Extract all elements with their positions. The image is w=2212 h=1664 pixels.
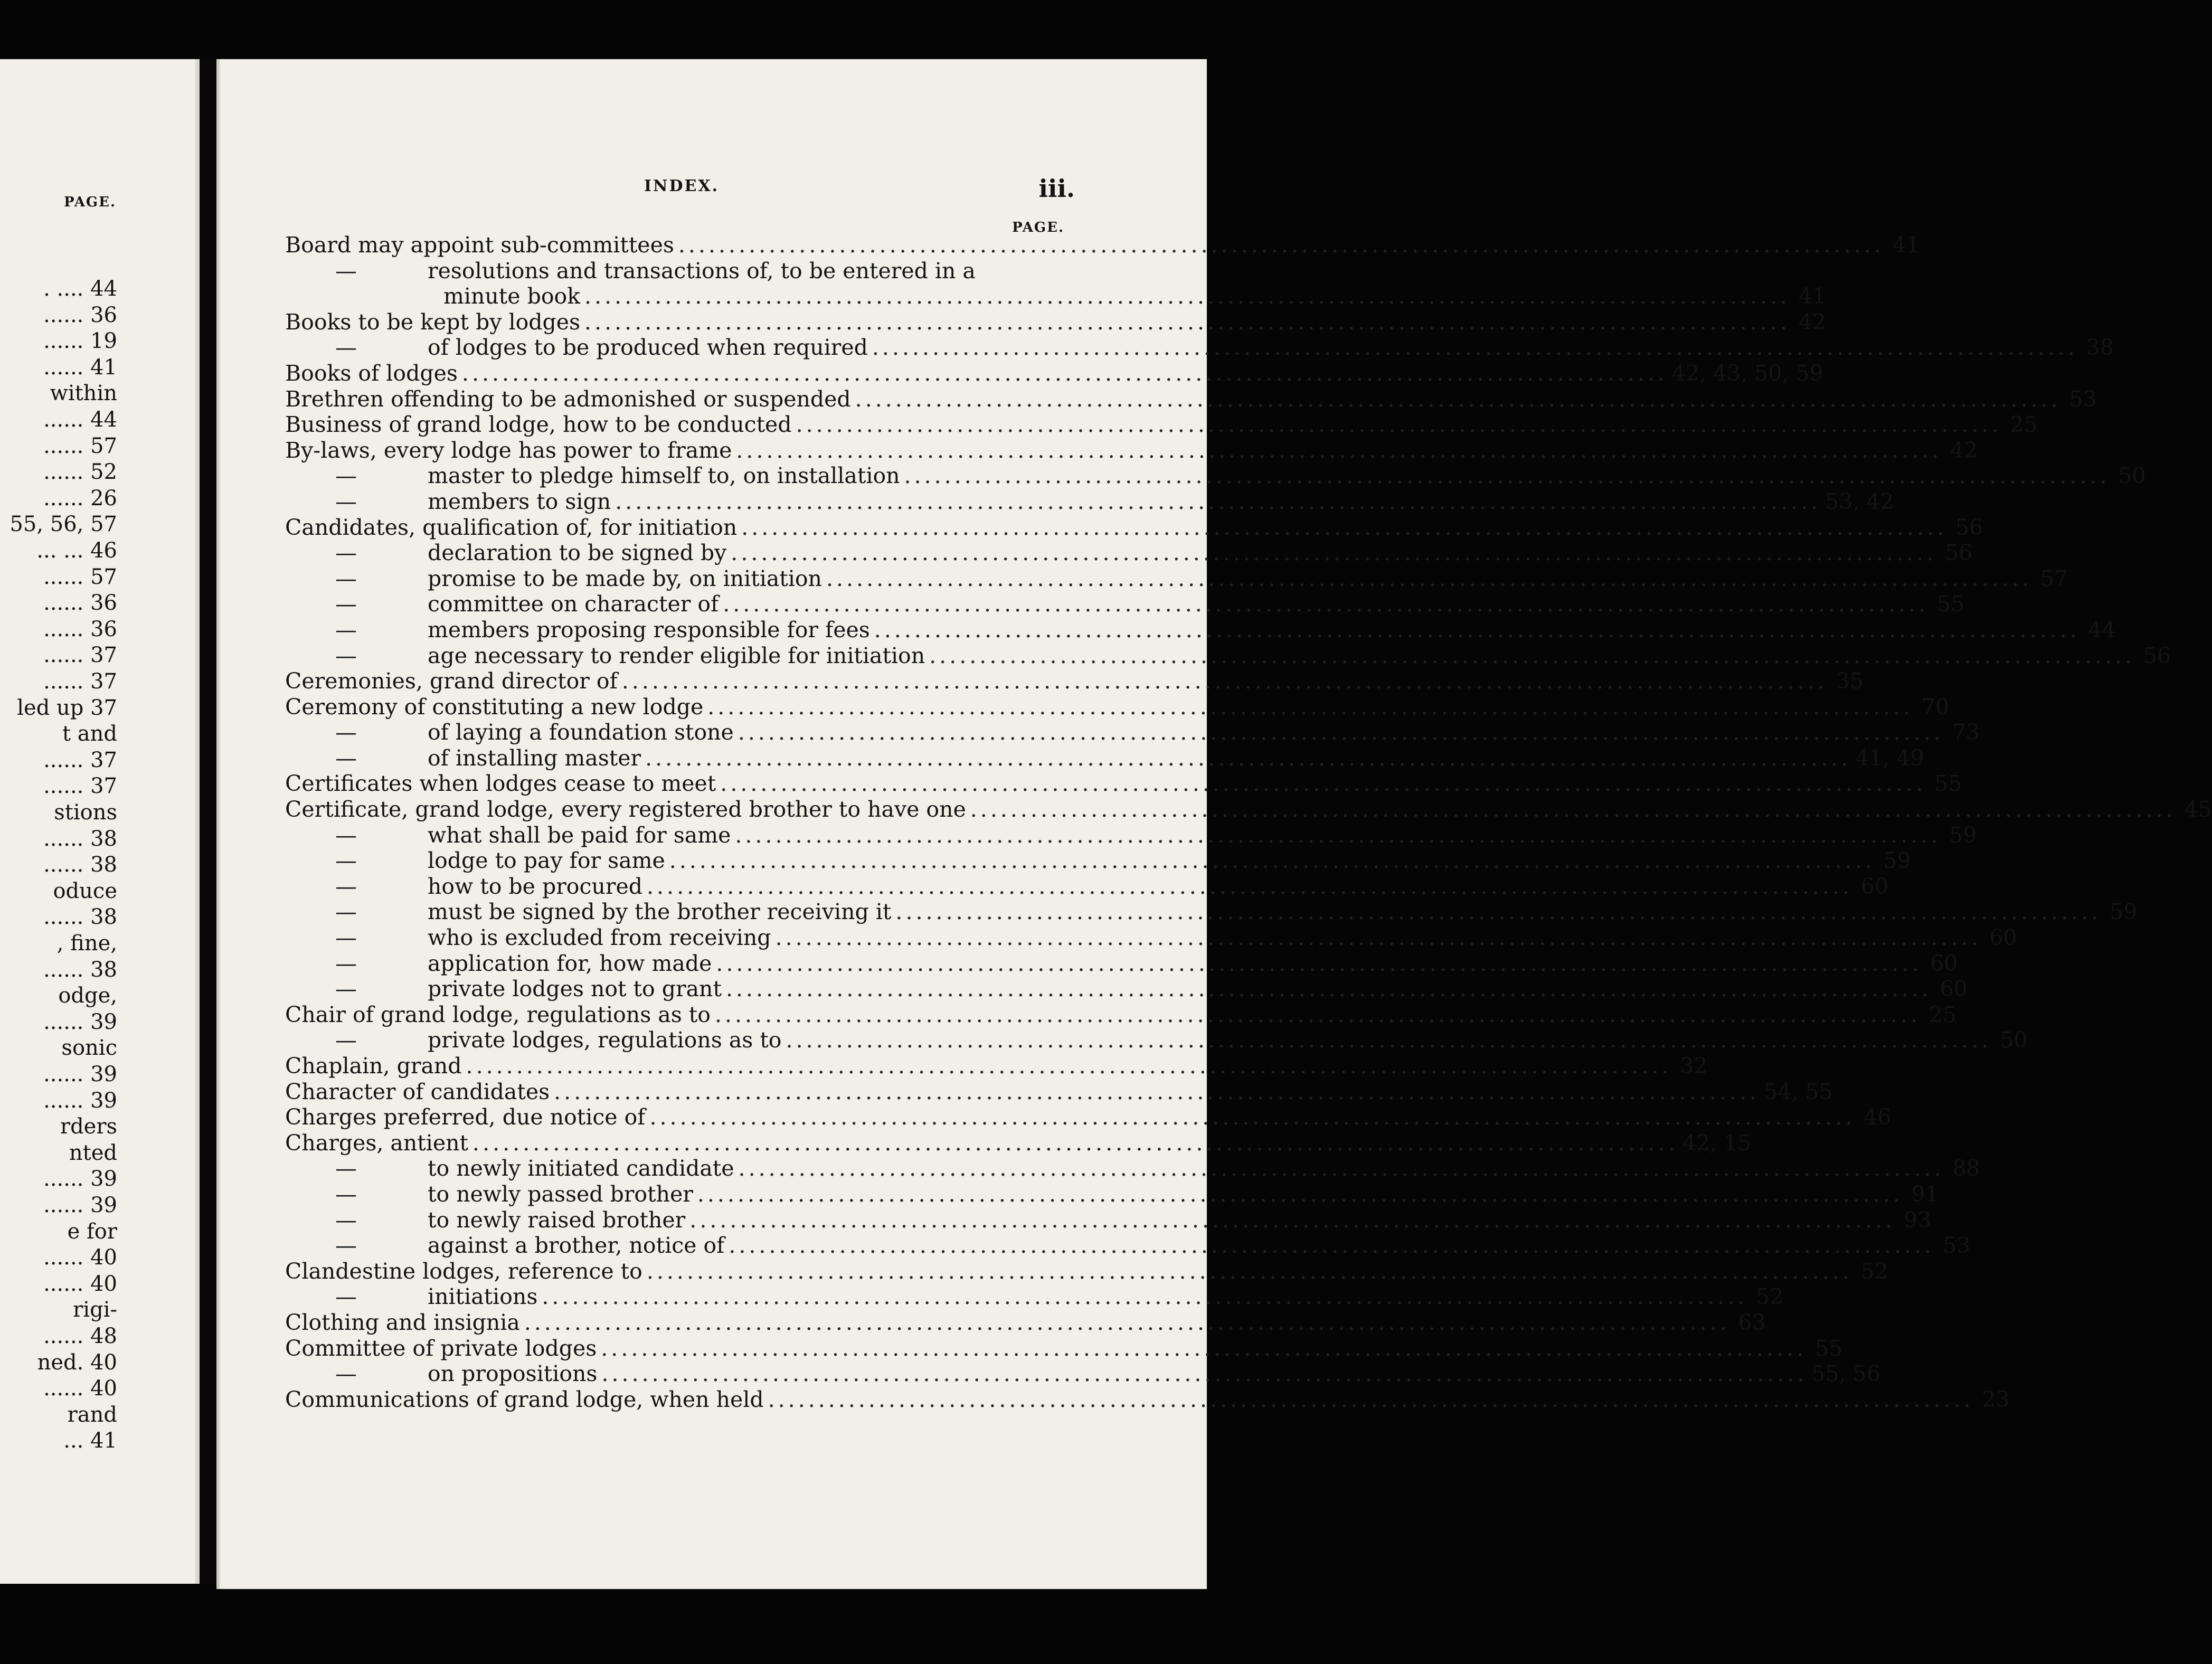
index-entry (285, 925, 2017, 951)
entry-text: against a brother, notice of (428, 1233, 725, 1259)
dot-leader: ........................................................................................................................ (716, 950, 1922, 976)
dot-leader: ........................................................................................................................ (723, 591, 1929, 617)
page-reference: 55 (1936, 591, 1965, 617)
index-entry (285, 1258, 1888, 1284)
page-reference: 59 (1949, 822, 1977, 848)
entry-text: members proposing responsible for fees (428, 617, 870, 642)
index-entry (285, 822, 1977, 848)
ditto-dash: — (335, 617, 357, 642)
index-entry (285, 1053, 1708, 1079)
entry-text: of laying a foundation stone (428, 720, 734, 745)
index-entry (285, 899, 2138, 925)
ditto-dash: — (335, 591, 357, 617)
page-reference: 41 (1798, 283, 1826, 309)
left-page-row: ...... 44 (43, 408, 117, 432)
index-entry (285, 950, 1958, 977)
ditto-dash: — (335, 925, 357, 951)
left-page-column-header: PAGE. (64, 194, 116, 210)
left-page-row: rigi- (73, 1298, 117, 1322)
page-reference: 44 (2088, 617, 2116, 642)
dot-leader: ........................................................................................................................ (707, 694, 1914, 720)
left-page-row: ...... 38 (43, 826, 117, 851)
left-page-row: ...... 39 (43, 1062, 117, 1086)
page-reference: 63 (1738, 1309, 1766, 1335)
entry-text: Charges, antient (285, 1130, 469, 1156)
page-reference: 41 (1892, 232, 1920, 258)
index-entry (285, 1181, 1939, 1207)
left-page-row: , fine, (56, 931, 117, 956)
page-reference: 56 (2143, 642, 2171, 668)
ditto-dash: — (335, 848, 357, 874)
left-page-row: t and (62, 722, 117, 746)
page-reference: 70 (1921, 694, 1950, 720)
index-entry (285, 360, 1823, 386)
left-page-row: rders (60, 1114, 117, 1139)
dot-leader: ........................................................................................................................ (714, 1001, 1921, 1027)
index-entry (285, 258, 1056, 284)
dot-leader: ........................................................................................................................ (775, 925, 1981, 951)
dot-leader: ........................................................................................................................ (542, 1284, 1748, 1310)
dot-leader: ........................................................................................................................ (729, 1233, 1935, 1259)
page-reference: 56 (1945, 540, 1973, 566)
dot-leader: ........................................................................................................................ (895, 899, 2102, 925)
book-gutter (200, 59, 216, 1584)
index-entry (285, 745, 1924, 771)
left-page-row: ...... 39 (43, 1088, 117, 1113)
entry-text: how to be procured (428, 873, 642, 899)
entry-text: Clandestine lodges, reference to (285, 1258, 642, 1284)
page-reference: 54, 55 (1764, 1079, 1833, 1104)
dot-leader: ........................................................................................................................ (872, 335, 2078, 361)
index-entry (285, 514, 1983, 541)
page-reference: 41, 49 (1855, 745, 1924, 771)
page-reference: 38 (2086, 335, 2114, 361)
page-reference: 53 (1943, 1233, 1971, 1259)
page-reference: 52 (1860, 1258, 1888, 1284)
page-reference: 93 (1904, 1207, 1932, 1233)
entry-text: what shall be paid for same (428, 822, 731, 848)
entry-text: Certificate, grand lodge, every registered brother to have one (285, 797, 966, 822)
entry-text: Chaplain, grand (285, 1053, 462, 1079)
ditto-dash: — (335, 1207, 357, 1233)
index-entry (285, 540, 1973, 566)
page-reference: 35 (1836, 668, 1864, 694)
index-entries (285, 232, 2212, 1412)
dot-leader: ........................................................................................................................ (826, 565, 2032, 591)
entry-text: promise to be made by, on initiation (428, 565, 822, 591)
left-page-row: led up 37 (17, 695, 117, 720)
page-reference: 25 (2010, 412, 2038, 438)
index-entry (285, 642, 2171, 669)
ditto-dash: — (335, 745, 357, 771)
dot-leader: ........................................................................................................................ (768, 1386, 1974, 1412)
page-reference: 57 (2040, 565, 2068, 591)
left-page-row: ...... 37 (43, 774, 117, 799)
entry-text: application for, how made (428, 950, 712, 976)
dot-leader: ........................................................................................................................ (855, 386, 2061, 412)
ditto-dash: — (335, 1156, 357, 1181)
page-reference: 42, 43, 50, 59 (1671, 360, 1823, 386)
dot-leader: ........................................................................................................................ (621, 668, 1828, 694)
entry-text: Certificates when lodges cease to meet (285, 771, 716, 797)
entry-text: Ceremony of constituting a new lodge (285, 694, 704, 720)
index-entry (285, 1130, 1752, 1156)
entry-text: initiations (428, 1284, 538, 1310)
entry-text: committee on character of (428, 591, 719, 617)
ditto-dash: — (335, 488, 357, 514)
left-page-row: ...... 39 (43, 1009, 117, 1034)
entry-text: to newly initiated candidate (428, 1156, 734, 1181)
ditto-dash: — (335, 258, 357, 283)
ditto-dash: — (335, 976, 357, 1002)
left-page-row: sonic (61, 1036, 117, 1061)
dot-leader: ........................................................................................................................ (929, 642, 2135, 668)
index-entry (285, 617, 2116, 643)
index-entry (285, 1027, 2028, 1053)
dot-leader: ........................................................................................................................ (697, 1181, 1903, 1207)
dot-leader: ........................................................................................................................ (725, 976, 1932, 1002)
page-reference: 53 (2069, 386, 2097, 412)
index-entry (285, 386, 2097, 412)
left-page-row: ...... 40 (43, 1245, 117, 1270)
page-reference: 45 (2184, 797, 2212, 822)
left-page-row: odge, (58, 984, 117, 1008)
dot-leader: ........................................................................................................................ (466, 1053, 1672, 1079)
ditto-dash: — (335, 950, 357, 976)
entry-text: who is excluded from receiving (428, 925, 771, 951)
entry-text: Board may appoint sub-committees (285, 232, 674, 258)
index-entry (285, 1335, 1843, 1362)
dot-leader: ........................................................................................................................ (874, 617, 2080, 642)
entry-text: to newly raised brother (428, 1207, 686, 1233)
page-reference: 50 (2118, 463, 2146, 489)
entry-text: Brethren offending to be admonished or suspended (285, 386, 851, 412)
index-entry (285, 463, 2146, 489)
index-entry (285, 720, 1980, 745)
left-page-row: oduce (53, 878, 117, 903)
index-entry (285, 565, 2068, 592)
dot-leader: ........................................................................................................................ (461, 360, 1668, 386)
index-entry (285, 771, 1962, 797)
entry-text: private lodges, regulations as to (428, 1027, 782, 1053)
dot-leader: ........................................................................................................................ (649, 1104, 1856, 1130)
dot-leader: ........................................................................................................................ (645, 745, 1851, 771)
left-page-row: ...... 38 (43, 853, 117, 877)
dot-leader: ........................................................................................................................ (601, 1361, 1808, 1387)
left-page (0, 59, 200, 1584)
entry-text: Books of lodges (285, 360, 458, 386)
entry-text: Business of grand lodge, how to be conducted (285, 412, 792, 438)
left-page-row: ...... 36 (43, 617, 117, 641)
dot-leader: ........................................................................................................................ (669, 848, 1875, 874)
index-entry (285, 1156, 1980, 1181)
page-reference: 23 (1982, 1386, 2010, 1412)
page-reference: 56 (1955, 514, 1983, 540)
dot-leader: ........................................................................................................................ (738, 1156, 1944, 1181)
dot-leader: ........................................................................................................................ (735, 822, 1941, 848)
left-page-row: ...... 48 (43, 1324, 117, 1348)
dot-leader: ........................................................................................................................ (646, 1258, 1852, 1284)
ditto-dash: — (335, 1284, 357, 1310)
entry-text: private lodges not to grant (428, 976, 722, 1002)
page-reference: 42 (1798, 309, 1826, 335)
ditto-dash: — (335, 1233, 357, 1259)
entry-text: resolutions and transactions of, to be entered in a (428, 258, 976, 283)
dot-leader: ........................................................................................................................ (904, 463, 2110, 489)
index-entry (285, 1207, 1932, 1233)
page-reference: 25 (1929, 1001, 1956, 1027)
dot-leader: ........................................................................................................................ (786, 1027, 1992, 1053)
ditto-dash: — (335, 720, 357, 745)
entry-text: Candidates, qualification of, for initiation (285, 514, 738, 540)
ditto-dash: — (335, 873, 357, 899)
left-page-row: e for (67, 1219, 117, 1244)
entry-text: to newly passed brother (428, 1181, 693, 1207)
index-entry (285, 412, 2038, 438)
left-page-row: ...... 26 (43, 486, 117, 510)
page-number: iii. (1038, 174, 1075, 203)
entry-text: Chair of grand lodge, regulations as to (285, 1001, 711, 1027)
page-reference: 88 (1952, 1156, 1980, 1181)
dot-leader: ........................................................................................................................ (601, 1335, 1807, 1361)
left-page-row: ...... 38 (43, 905, 117, 930)
left-page-row: ...... 39 (43, 1167, 117, 1192)
dot-leader: ........................................................................................................................ (796, 412, 2002, 438)
dot-leader: ........................................................................................................................ (615, 488, 1821, 514)
ditto-dash: — (335, 463, 357, 489)
index-entry (285, 694, 1950, 720)
entry-text: Books to be kept by lodges (285, 309, 581, 335)
dot-leader: ........................................................................................................................ (689, 1207, 1896, 1233)
left-page-row: ...... 19 (43, 329, 117, 354)
entry-text: Communications of grand lodge, when held (285, 1386, 764, 1412)
left-page-row: ned. 40 (37, 1350, 117, 1375)
index-entry (285, 437, 1978, 464)
left-page-row: ...... 36 (43, 591, 117, 616)
ditto-dash: — (335, 642, 357, 668)
entry-text: lodge to pay for same (428, 848, 665, 874)
page-reference: 59 (2110, 899, 2138, 925)
left-page-row: ...... 52 (43, 460, 117, 485)
page-reference: 55, 56 (1811, 1361, 1880, 1387)
index-entry (285, 1001, 1956, 1028)
index-entry (285, 232, 1920, 258)
index-entry (285, 668, 1864, 694)
ditto-dash: — (335, 565, 357, 591)
index-entry (285, 1284, 1784, 1310)
index-entry (285, 335, 2114, 361)
page-reference: 60 (1940, 976, 1968, 1002)
dot-leader: ........................................................................................................................ (678, 232, 1884, 258)
left-page-row: nted (69, 1140, 117, 1165)
dot-leader: ........................................................................................................................ (731, 540, 1937, 566)
dot-leader: ........................................................................................................................ (554, 1079, 1760, 1104)
left-page-row: ... ... 46 (36, 538, 117, 563)
entry-text: Charges preferred, due notice of (285, 1104, 646, 1130)
entry-text: of lodges to be produced when required (428, 335, 868, 361)
index-entry (285, 873, 1888, 900)
ditto-dash: — (335, 335, 357, 361)
ditto-dash: — (335, 1181, 357, 1207)
index-entry (285, 1104, 1892, 1130)
entry-text: minute book (443, 283, 581, 309)
page-reference: 55 (1934, 771, 1962, 797)
index-entry (285, 1386, 2010, 1413)
entry-text: must be signed by the brother receiving it (428, 899, 892, 925)
page-reference: 60 (1989, 925, 2017, 951)
left-page-row: ...... 40 (43, 1376, 117, 1401)
page-reference: 32 (1680, 1053, 1708, 1079)
left-page-row: within (50, 381, 117, 406)
page-reference: 73 (1952, 720, 1980, 745)
left-page-row: ...... 38 (43, 957, 117, 982)
left-page-row: rand (67, 1402, 117, 1427)
entry-text: of installing master (428, 745, 641, 771)
index-entry (285, 309, 1826, 335)
dot-leader: ........................................................................................................................ (584, 309, 1790, 335)
left-page-row: ...... 41 (43, 355, 117, 380)
page-reference: 60 (1860, 873, 1888, 899)
index-entry (285, 1079, 1833, 1105)
index-entry (285, 1309, 1766, 1336)
dot-leader: ........................................................................................................................ (970, 797, 2176, 822)
entry-text: members to sign (428, 488, 611, 514)
index-entry (285, 976, 1968, 1002)
entry-text: age necessary to render eligible for initiation (428, 642, 925, 668)
entry-text: Clothing and insignia (285, 1309, 520, 1335)
ditto-dash: — (335, 540, 357, 566)
index-entry (285, 848, 1911, 874)
page-reference: 55 (1815, 1335, 1843, 1361)
dot-leader: ........................................................................................................................ (736, 437, 1942, 463)
dot-leader: ........................................................................................................................ (720, 771, 1926, 797)
index-entry (285, 488, 1894, 515)
index-entry (285, 1233, 1971, 1259)
index-entry (285, 1361, 1880, 1387)
page-reference: 42, 15 (1682, 1130, 1752, 1156)
left-page-row: ...... 40 (43, 1271, 117, 1296)
left-page-row: . .... 44 (43, 277, 117, 301)
page-reference: 53, 42 (1825, 488, 1894, 514)
left-page-row: ... 41 (63, 1429, 117, 1453)
page-reference: 91 (1911, 1181, 1939, 1207)
running-head: INDEX. (644, 177, 720, 195)
page-reference: 42 (1950, 437, 1978, 463)
left-page-row: ...... 37 (43, 748, 117, 772)
ditto-dash: — (335, 1027, 357, 1053)
left-page-row: ...... 37 (43, 669, 117, 694)
entry-text: Character of candidates (285, 1079, 550, 1104)
index-entry (285, 283, 1826, 309)
dot-leader: ........................................................................................................................ (738, 720, 1944, 745)
page-reference: 52 (1756, 1284, 1784, 1310)
entry-text: on propositions (428, 1361, 598, 1387)
entry-text: declaration to be signed by (428, 540, 727, 566)
dot-leader: ........................................................................................................................ (472, 1130, 1678, 1156)
index-entry (285, 797, 2212, 822)
entry-text: By-laws, every lodge has power to frame (285, 437, 732, 463)
page-reference: 46 (1864, 1104, 1892, 1130)
ditto-dash: — (335, 899, 357, 925)
left-page-row: ...... 37 (43, 643, 117, 668)
page-reference: 60 (1930, 950, 1958, 976)
ditto-dash: — (335, 1361, 357, 1387)
left-page-row: ...... 39 (43, 1193, 117, 1217)
ditto-dash: — (335, 822, 357, 848)
left-page-row: ...... 57 (43, 564, 117, 589)
left-page-row: 55, 56, 57 (10, 512, 117, 537)
dot-leader: ........................................................................................................................ (741, 514, 1948, 540)
index-entry (285, 591, 1965, 617)
page-column-header: PAGE. (1012, 220, 1064, 235)
page-reference: 59 (1883, 848, 1911, 874)
entry-text: Ceremonies, grand director of (285, 668, 618, 694)
dot-leader: ........................................................................................................................ (524, 1309, 1730, 1335)
left-page-row: ...... 57 (43, 433, 117, 458)
entry-text: Committee of private lodges (285, 1335, 597, 1361)
entry-text: master to pledge himself to, on installation (428, 463, 900, 489)
dot-leader: ........................................................................................................................ (584, 283, 1790, 309)
page-reference: 50 (2000, 1027, 2028, 1053)
dot-leader: ........................................................................................................................ (646, 873, 1852, 899)
left-page-row: stions (54, 800, 117, 825)
left-page-row: ...... 36 (43, 302, 117, 327)
